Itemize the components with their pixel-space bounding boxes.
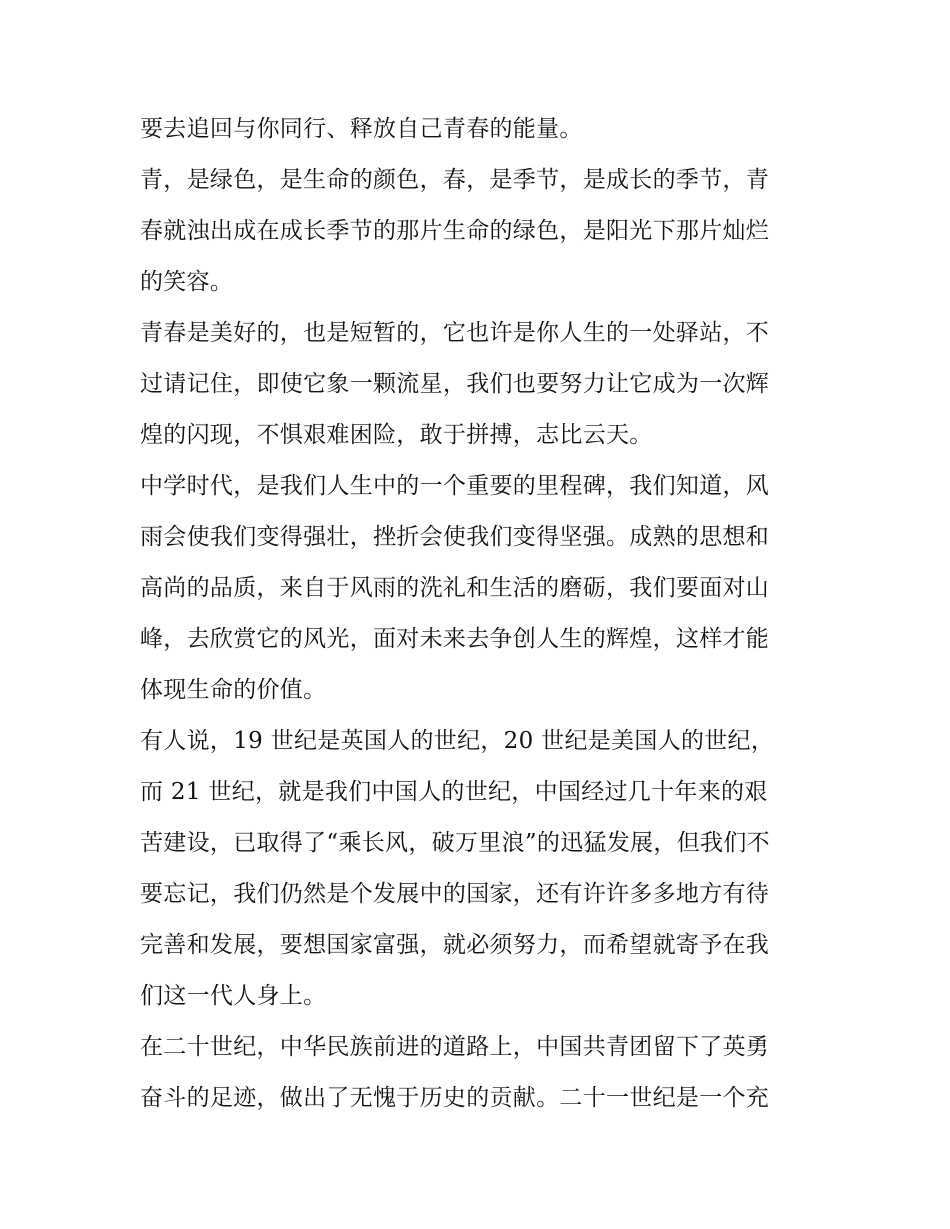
text-line: 要去追回与你同行、释放自己青春的能量。 [140, 116, 583, 142]
text-line: 体现生命的价值。 [140, 677, 327, 703]
text-line: 过请记住，即使它象一颗流星，我们也要努力让它成为一次辉 [140, 371, 770, 397]
text-line: 在二十世纪，中华民族前进的道路上，中国共青团留下了英勇 [140, 1034, 770, 1060]
text-line: 中学时代，是我们人生中的一个重要的里程碑，我们知道，风 [140, 473, 770, 499]
text-line: 春就浊出成在成长季节的那片生命的绿色，是阳光下那片灿烂 [140, 218, 770, 244]
text-line: 奋斗的足迹，做出了无愧于历史的贡献。二十一世纪是一个充 [140, 1085, 770, 1111]
text-line: 苦建设，已取得了“乘长风，破万里浪”的迅猛发展，但我们不 [140, 830, 770, 856]
text-line: 煌的闪现，不惧艰难困险，敢于拼搏，志比云天。 [140, 422, 653, 448]
text-line: 青，是绿色，是生命的颜色，春，是季节，是成长的季节，青 [140, 167, 770, 193]
document-body [140, 104, 820, 1124]
text-line: 有人说，19 世纪是英国人的世纪，20 世纪是美国人的世纪， [140, 728, 775, 754]
text-line: 完善和发展，要想国家富强，就必须努力，而希望就寄予在我 [140, 932, 770, 958]
text-line: 青春是美好的，也是短暂的，它也许是你人生的一处驿站，不 [140, 320, 770, 346]
text-line: 峰，去欣赏它的风光，面对未来去争创人生的辉煌，这样才能 [140, 626, 770, 652]
text-line: 高尚的品质，来自于风雨的洗礼和生活的磨砺，我们要面对山 [140, 575, 770, 601]
text-line: 们这一代人身上。 [140, 983, 327, 1009]
text-line: 雨会使我们变得强壮，挫折会使我们变得坚强。成熟的思想和 [140, 524, 770, 550]
text-line: 而 21 世纪，就是我们中国人的世纪，中国经过几十年来的艰 [140, 779, 768, 805]
text-line: 要忘记，我们仍然是个发展中的国家，还有许许多多地方有待 [140, 881, 770, 907]
text-line: 的笑容。 [140, 269, 234, 295]
